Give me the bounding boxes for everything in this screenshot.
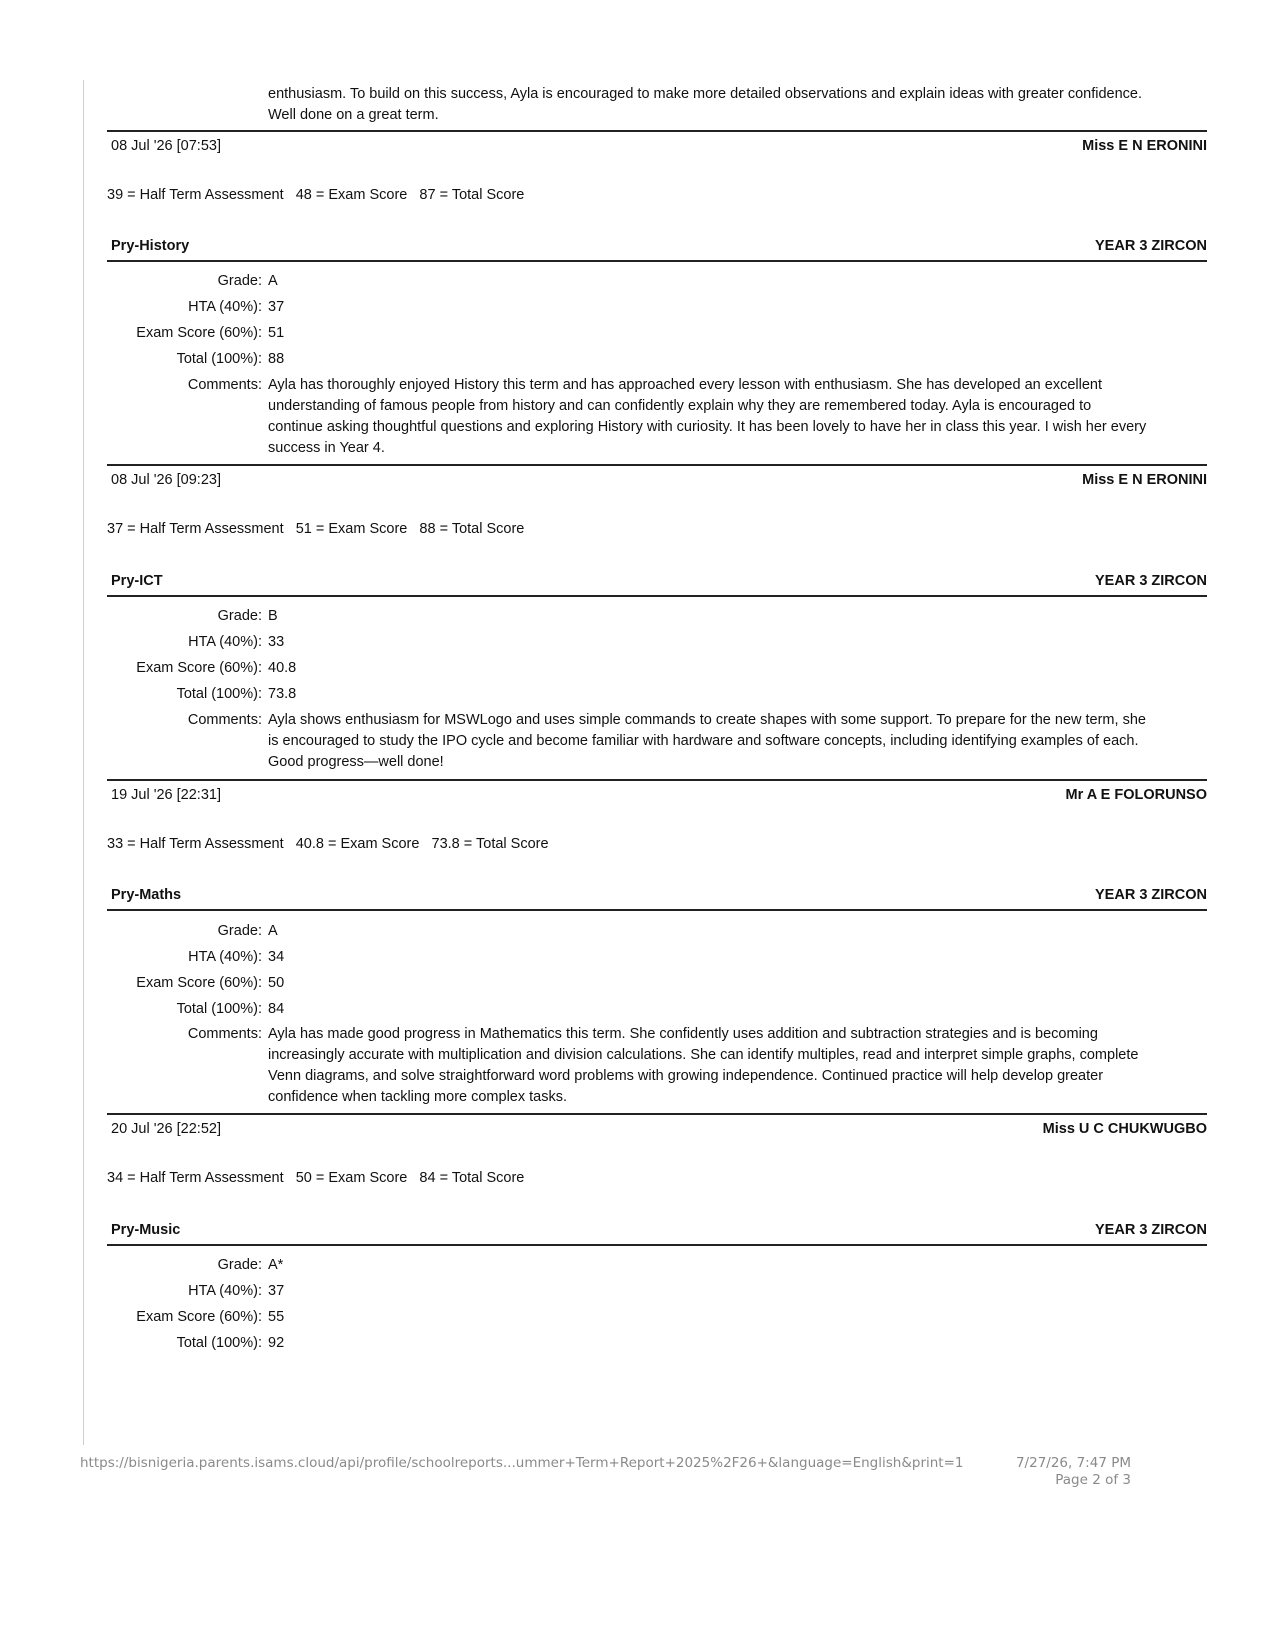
hta-value: 37 <box>268 1283 285 1299</box>
exam-value: 40.8 <box>268 660 297 676</box>
divider <box>107 1113 1207 1115</box>
total-value: 88 <box>268 351 285 367</box>
score-summary: 33 = Half Term Assessment 40.8 = Exam Score 73.8 = Total Score <box>107 836 549 852</box>
class-name: YEAR 3 ZIRCON <box>1095 238 1207 254</box>
field-label: Exam Score (60%): <box>136 975 262 991</box>
print-meta <box>1016 1455 1131 1489</box>
teacher-name: Miss E N ERONINI <box>1082 138 1207 154</box>
continued-comment: enthusiasm. To build on this success, Ayla is encouraged to make more detailed observations and explain ideas with greater confidence. Well done on a great term. <box>268 86 1143 123</box>
score-summary: 37 = Half Term Assessment 51 = Exam Score 88 = Total Score <box>107 521 525 537</box>
divider <box>107 130 1207 132</box>
hta-value: 34 <box>268 949 285 965</box>
teacher-name: Miss U C CHUKWUGBO <box>1042 1121 1207 1137</box>
score-summary: 39 = Half Term Assessment 48 = Exam Score 87 = Total Score <box>107 187 525 203</box>
print-url: https://bisnigeria.parents.isams.cloud/api/profile/schoolreports...ummer+Term+Report+2025%2F26+&language=English&print=1 <box>80 1455 964 1471</box>
field-label: Exam Score (60%): <box>136 325 262 341</box>
subject-footer <box>107 464 1207 500</box>
subject-name: Pry-History <box>111 238 190 254</box>
class-name: YEAR 3 ZIRCON <box>1095 887 1207 903</box>
entry-date: 19 Jul '26 [22:31] <box>111 787 221 803</box>
subject-footer <box>107 779 1207 815</box>
field-label: HTA (40%): <box>188 299 262 315</box>
field-label: Grade: <box>217 273 262 289</box>
page-number: Page 2 of 3 <box>1055 1472 1131 1488</box>
field-label: Exam Score (60%): <box>136 660 262 676</box>
entry-date: 08 Jul '26 [07:53] <box>111 138 221 154</box>
field-label: Total (100%): <box>176 686 262 702</box>
field-label: Comments: <box>187 712 262 728</box>
subject-header-maths <box>107 885 1207 915</box>
hta-value: 33 <box>268 634 285 650</box>
field-label: Grade: <box>217 923 262 939</box>
class-name: YEAR 3 ZIRCON <box>1095 573 1207 589</box>
field-label: Comments: <box>187 1026 262 1042</box>
grade-value: B <box>268 608 278 624</box>
grade-value: A* <box>268 1257 284 1273</box>
teacher-name: Mr A E FOLORUNSO <box>1065 787 1207 803</box>
divider <box>107 464 1207 466</box>
entry-date: 20 Jul '26 [22:52] <box>111 1121 221 1137</box>
report-content <box>84 0 1207 1460</box>
subject-name: Pry-ICT <box>111 573 163 589</box>
comments-value: Ayla has made good progress in Mathematics this term. She confidently uses addition and subtraction strategies and is becoming increasingly accurate with multiplication and division calculations. She can identify multiples, read and interpret simple graphs, complete Venn diagrams, and solve straightforward word problems with growing independence. Continued practice will help develop greater confidence when tackling more complex tasks. <box>268 1026 1139 1105</box>
field-label: HTA (40%): <box>188 1283 262 1299</box>
divider <box>107 779 1207 781</box>
class-name: YEAR 3 ZIRCON <box>1095 1222 1207 1238</box>
field-label: Comments: <box>187 377 262 393</box>
grade-value: A <box>268 923 278 939</box>
field-label: Total (100%): <box>176 1001 262 1017</box>
field-label: Total (100%): <box>176 1335 262 1351</box>
subject-header-music <box>107 1220 1207 1250</box>
subject-footer <box>107 130 1207 166</box>
field-label: Exam Score (60%): <box>136 1309 262 1325</box>
teacher-name: Miss E N ERONINI <box>1082 472 1207 488</box>
divider <box>107 1244 1207 1246</box>
subject-header-ict <box>107 571 1207 601</box>
subject-name: Pry-Maths <box>111 887 182 903</box>
divider <box>107 260 1207 262</box>
entry-date: 08 Jul '26 [09:23] <box>111 472 221 488</box>
subject-footer <box>107 1113 1207 1149</box>
total-value: 84 <box>268 1001 285 1017</box>
subject-header-history <box>107 236 1207 266</box>
subject-name: Pry-Music <box>111 1222 181 1238</box>
exam-value: 50 <box>268 975 285 991</box>
hta-value: 37 <box>268 299 285 315</box>
total-value: 92 <box>268 1335 285 1351</box>
score-summary: 34 = Half Term Assessment 50 = Exam Score 84 = Total Score <box>107 1170 525 1186</box>
divider <box>107 909 1207 911</box>
total-value: 73.8 <box>268 686 297 702</box>
divider <box>107 595 1207 597</box>
exam-value: 55 <box>268 1309 285 1325</box>
exam-value: 51 <box>268 325 285 341</box>
field-label: Total (100%): <box>176 351 262 367</box>
field-label: HTA (40%): <box>188 949 262 965</box>
print-datetime: 7/27/26, 7:47 PM <box>1015 1455 1131 1471</box>
grade-value: A <box>268 273 278 289</box>
field-label: Grade: <box>217 1257 262 1273</box>
field-label: Grade: <box>217 608 262 624</box>
field-label: HTA (40%): <box>188 634 262 650</box>
comments-value: Ayla shows enthusiasm for MSWLogo and uses simple commands to create shapes with some support. To prepare for the new term, she is encouraged to study the IPO cycle and become familiar with hardware and software concepts, including identifying examples of each. Good progress—well done! <box>268 712 1146 770</box>
comments-value: Ayla has thoroughly enjoyed History this term and has approached every lesson with enthusiasm. She has developed an excellent understanding of famous people from history and can confidently explain why they are remembered today. Ayla is encouraged to continue asking thoughtful questions and exploring History with curiosity. It has been lovely to have her in class this year. I wish her every success in Year 4. <box>268 377 1147 456</box>
